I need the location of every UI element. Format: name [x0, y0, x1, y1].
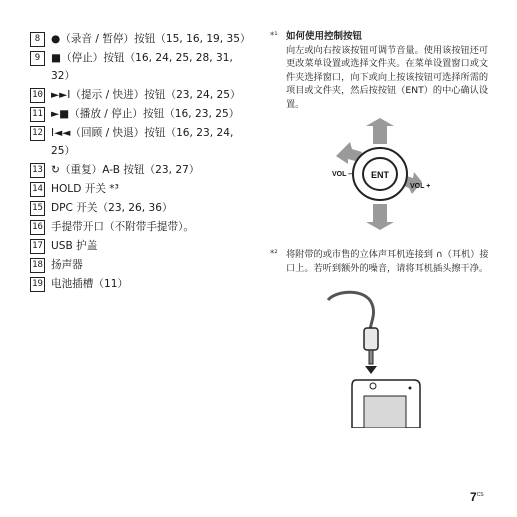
footnote-marker: *¹ [270, 31, 278, 41]
list-item [30, 30, 255, 48]
list-item [30, 49, 255, 85]
ent-label: ENT [371, 170, 389, 180]
item-text: ►■（播放 / 停止）按钮（16, 23, 25） [51, 108, 240, 120]
list-item [30, 199, 255, 217]
footnote-marker: *² [270, 249, 278, 259]
item-number: 17 [30, 239, 45, 254]
item-text: USB 护盖 [51, 240, 98, 252]
item-number: 19 [30, 277, 45, 292]
item-text: 手提带开口（不附带手提带）。 [51, 221, 195, 233]
component-list [30, 30, 255, 294]
vol-minus-label: VOL – [332, 171, 353, 178]
arrow-up-icon [366, 118, 394, 144]
list-item [30, 256, 255, 274]
plug-tip [369, 350, 373, 364]
page-number-value: 7 [470, 490, 477, 504]
item-text: HOLD 开关 *³ [51, 183, 119, 195]
item-number: 10 [30, 88, 45, 103]
list-item [30, 124, 255, 160]
arrow-down-icon [365, 366, 377, 374]
item-text: ●（录音 / 暂停）按钮（15, 16, 19, 35） [51, 33, 251, 45]
recorder-display [364, 396, 406, 428]
list-item [30, 180, 255, 198]
item-number: 14 [30, 182, 45, 197]
list-item [30, 86, 255, 104]
headphone-cable [328, 292, 374, 330]
item-text: ►►I（提示 / 快进）按钮（23, 24, 25） [51, 89, 241, 101]
item-number: 9 [30, 51, 45, 66]
item-number: 13 [30, 163, 45, 178]
item-text: ■（停止）按钮（16, 24, 25, 28, 31, 32） [51, 52, 233, 82]
language-code: CS [476, 492, 484, 498]
item-number: 16 [30, 220, 45, 235]
arrow-down-icon [366, 204, 394, 230]
headphone-connection-illustration [326, 290, 436, 428]
item-number: 12 [30, 126, 45, 141]
footnote-1 [270, 30, 495, 111]
plug-body [364, 328, 378, 350]
item-text: 扬声器 [51, 259, 83, 271]
item-number: 15 [30, 201, 45, 216]
item-number: 11 [30, 107, 45, 122]
list-item [30, 218, 255, 236]
vol-plus-label: VOL + [410, 183, 430, 190]
page-number [470, 490, 484, 504]
item-text: ↻（重复）A-B 按钮（23, 27） [51, 164, 200, 176]
item-text: DPC 开关（23, 26, 36） [51, 202, 173, 214]
list-item [30, 161, 255, 179]
control-button-illustration [330, 118, 430, 230]
footnote-2 [270, 248, 495, 275]
headphone-jack [370, 383, 376, 389]
footnote-body: 将附带的或市售的立体声耳机连接到 ∩（耳机）接口上。若听到额外的噪音，请将耳机插头擦干净。 [286, 249, 489, 274]
list-item [30, 275, 255, 293]
footnote-title: 如何使用控制按钮 [286, 31, 363, 42]
list-item [30, 237, 255, 255]
list-item [30, 105, 255, 123]
item-text: I◄◄（回顾 / 快退）按钮（16, 23, 24, 25） [51, 127, 234, 157]
item-number: 8 [30, 32, 45, 47]
item-text: 电池插槽（11） [51, 278, 129, 290]
indicator-light [409, 387, 412, 390]
footnote-body: 向左或向右按该按钮可调节音量。使用该按钮还可更改菜单设置或选择文件夹。在菜单设置窗口或文件夹选择窗口，向下或向上按该按钮可选择所需的项目或文件夹，然后按按钮（ENT）的中心确认设置。 [286, 44, 489, 110]
item-number: 18 [30, 258, 45, 273]
